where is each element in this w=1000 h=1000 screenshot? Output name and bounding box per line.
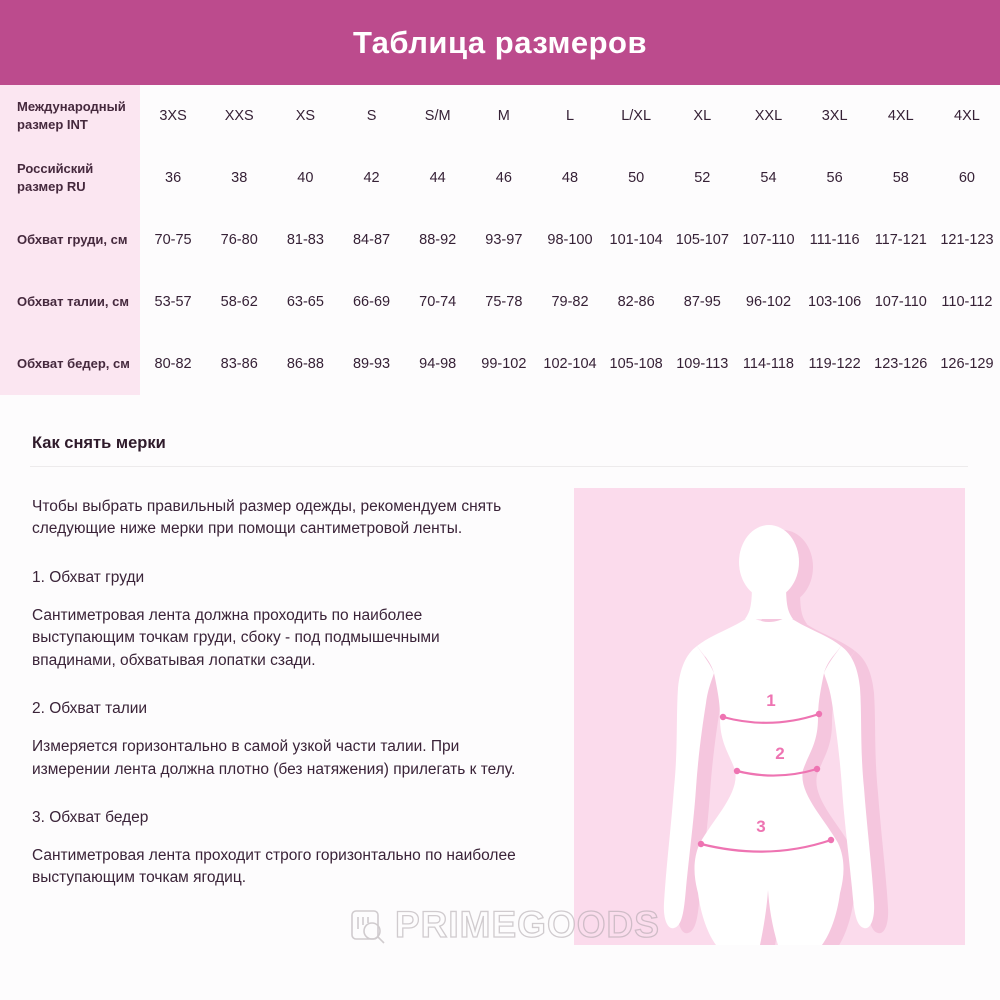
size-cell: 110-112 — [941, 294, 993, 310]
size-cell: 70-74 — [419, 294, 457, 310]
size-cell: 96-102 — [745, 294, 792, 310]
section-divider — [30, 466, 968, 467]
size-cell: 44 — [429, 170, 446, 186]
how-to-heading: Как снять мерки — [32, 434, 166, 452]
size-cell: 58-62 — [220, 294, 258, 310]
size-cell: 66-69 — [352, 294, 391, 310]
size-cell: 38 — [231, 170, 248, 186]
row-label: Российский размер RU — [0, 147, 140, 209]
step-text-chest: Сантиметровая лента должна проходить по наиболее выступающим точкам груди, сбоку - под подмышечными впадинами, обхватывая лопатки сзади. — [32, 606, 440, 669]
size-cell: 102-104 — [543, 356, 597, 372]
size-cell: 3XS — [159, 108, 187, 124]
row-label: Обхват талии, см — [0, 271, 140, 333]
size-cell: 103-106 — [808, 294, 862, 310]
size-cell: 98-100 — [547, 232, 593, 248]
watermark-text: PRIMEGOODS — [395, 904, 660, 945]
size-cell: 63-65 — [286, 294, 324, 310]
size-cell: L/XL — [621, 108, 652, 124]
measurement-figure — [574, 488, 965, 945]
step-title-chest: 1. Обхват груди — [32, 568, 145, 586]
size-cell: 54 — [760, 170, 777, 186]
size-cell: 40 — [297, 170, 314, 186]
size-cell: 84-87 — [352, 232, 391, 248]
header-banner — [0, 0, 1000, 85]
size-cell: 42 — [363, 170, 380, 186]
size-cell: 3XL — [821, 108, 848, 124]
size-cell: XS — [295, 108, 316, 124]
size-cell: 93-97 — [485, 232, 523, 248]
row-label: Обхват груди, см — [0, 209, 140, 271]
size-cell: 81-83 — [286, 232, 324, 248]
size-cell: 117-121 — [874, 232, 927, 248]
size-cell: 107-110 — [874, 294, 927, 310]
size-cell: 82-86 — [617, 294, 655, 310]
size-cell: XXS — [224, 108, 254, 124]
page-title: Таблица размеров — [352, 24, 648, 60]
size-cell: 46 — [495, 170, 512, 186]
how-to-text — [32, 496, 517, 916]
size-cell: 121-123 — [940, 232, 994, 248]
size-cell: 87-95 — [683, 294, 721, 310]
size-cell: XXL — [754, 108, 783, 124]
body-silhouette-illustration — [574, 488, 965, 945]
size-cell: 4XL — [887, 108, 914, 124]
size-cell: S/M — [424, 108, 451, 124]
size-cell: 83-86 — [220, 356, 258, 372]
measure-label-1: 1 — [766, 691, 776, 710]
size-cell: 119-122 — [808, 356, 861, 372]
size-cell: XL — [693, 108, 712, 124]
size-cell: 50 — [628, 170, 645, 186]
step-text-hips: Сантиметровая лента проходит строго горизонтально по наиболее выступающим точкам ягодиц. — [32, 847, 516, 887]
measure-label-2: 2 — [775, 744, 785, 763]
size-cell: 60 — [958, 170, 975, 186]
size-cell: 111-116 — [809, 232, 860, 248]
size-cell: 52 — [694, 170, 711, 186]
size-cell: 88-92 — [419, 232, 457, 248]
size-cell: 107-110 — [742, 232, 795, 248]
size-cell: 114-118 — [742, 356, 794, 372]
size-cell: 105-108 — [609, 356, 663, 372]
size-cell: 76-80 — [220, 232, 258, 248]
step-text-waist: Измеряется горизонтально в самой узкой части талии. При измерении лента должна плотно (без натяжения) прилегать к телу. — [32, 738, 516, 778]
row-label: Международный размер INT — [0, 85, 140, 147]
size-cell: 4XL — [954, 108, 980, 124]
size-cell: 94-98 — [419, 356, 457, 372]
size-cell: L — [565, 108, 575, 124]
size-cell: 53-57 — [154, 294, 192, 310]
size-cell: S — [366, 108, 377, 124]
size-cell: 58 — [892, 170, 909, 186]
size-cell: 109-113 — [676, 356, 729, 372]
size-cell: 86-88 — [286, 356, 324, 372]
step-title-hips: 3. Обхват бедер — [32, 808, 149, 826]
size-cell: 80-82 — [154, 356, 192, 372]
measure-label-3: 3 — [756, 817, 766, 836]
size-cell: 48 — [561, 170, 579, 186]
size-cell: M — [497, 108, 510, 124]
size-cell: 75-78 — [485, 294, 523, 310]
size-cell: 99-102 — [481, 356, 527, 372]
size-table — [0, 85, 1000, 395]
row-label: Обхват бедер, см — [0, 333, 140, 395]
size-cell: 79-82 — [551, 294, 589, 310]
size-cell: 89-93 — [352, 356, 391, 372]
size-cell: 101-104 — [609, 232, 663, 248]
size-cell: 123-126 — [874, 356, 928, 372]
size-cell: 70-75 — [154, 232, 192, 248]
intro-paragraph: Чтобы выбрать правильный размер одежды, рекомендуем снять следующие ниже мерки при помощи сантиметровой ленты. — [32, 498, 502, 538]
size-cell: 126-129 — [940, 356, 994, 372]
size-cell: 36 — [165, 170, 182, 186]
size-cell: 56 — [826, 170, 843, 186]
size-cell: 105-107 — [675, 232, 729, 248]
step-title-waist: 2. Обхват талии — [32, 699, 148, 717]
